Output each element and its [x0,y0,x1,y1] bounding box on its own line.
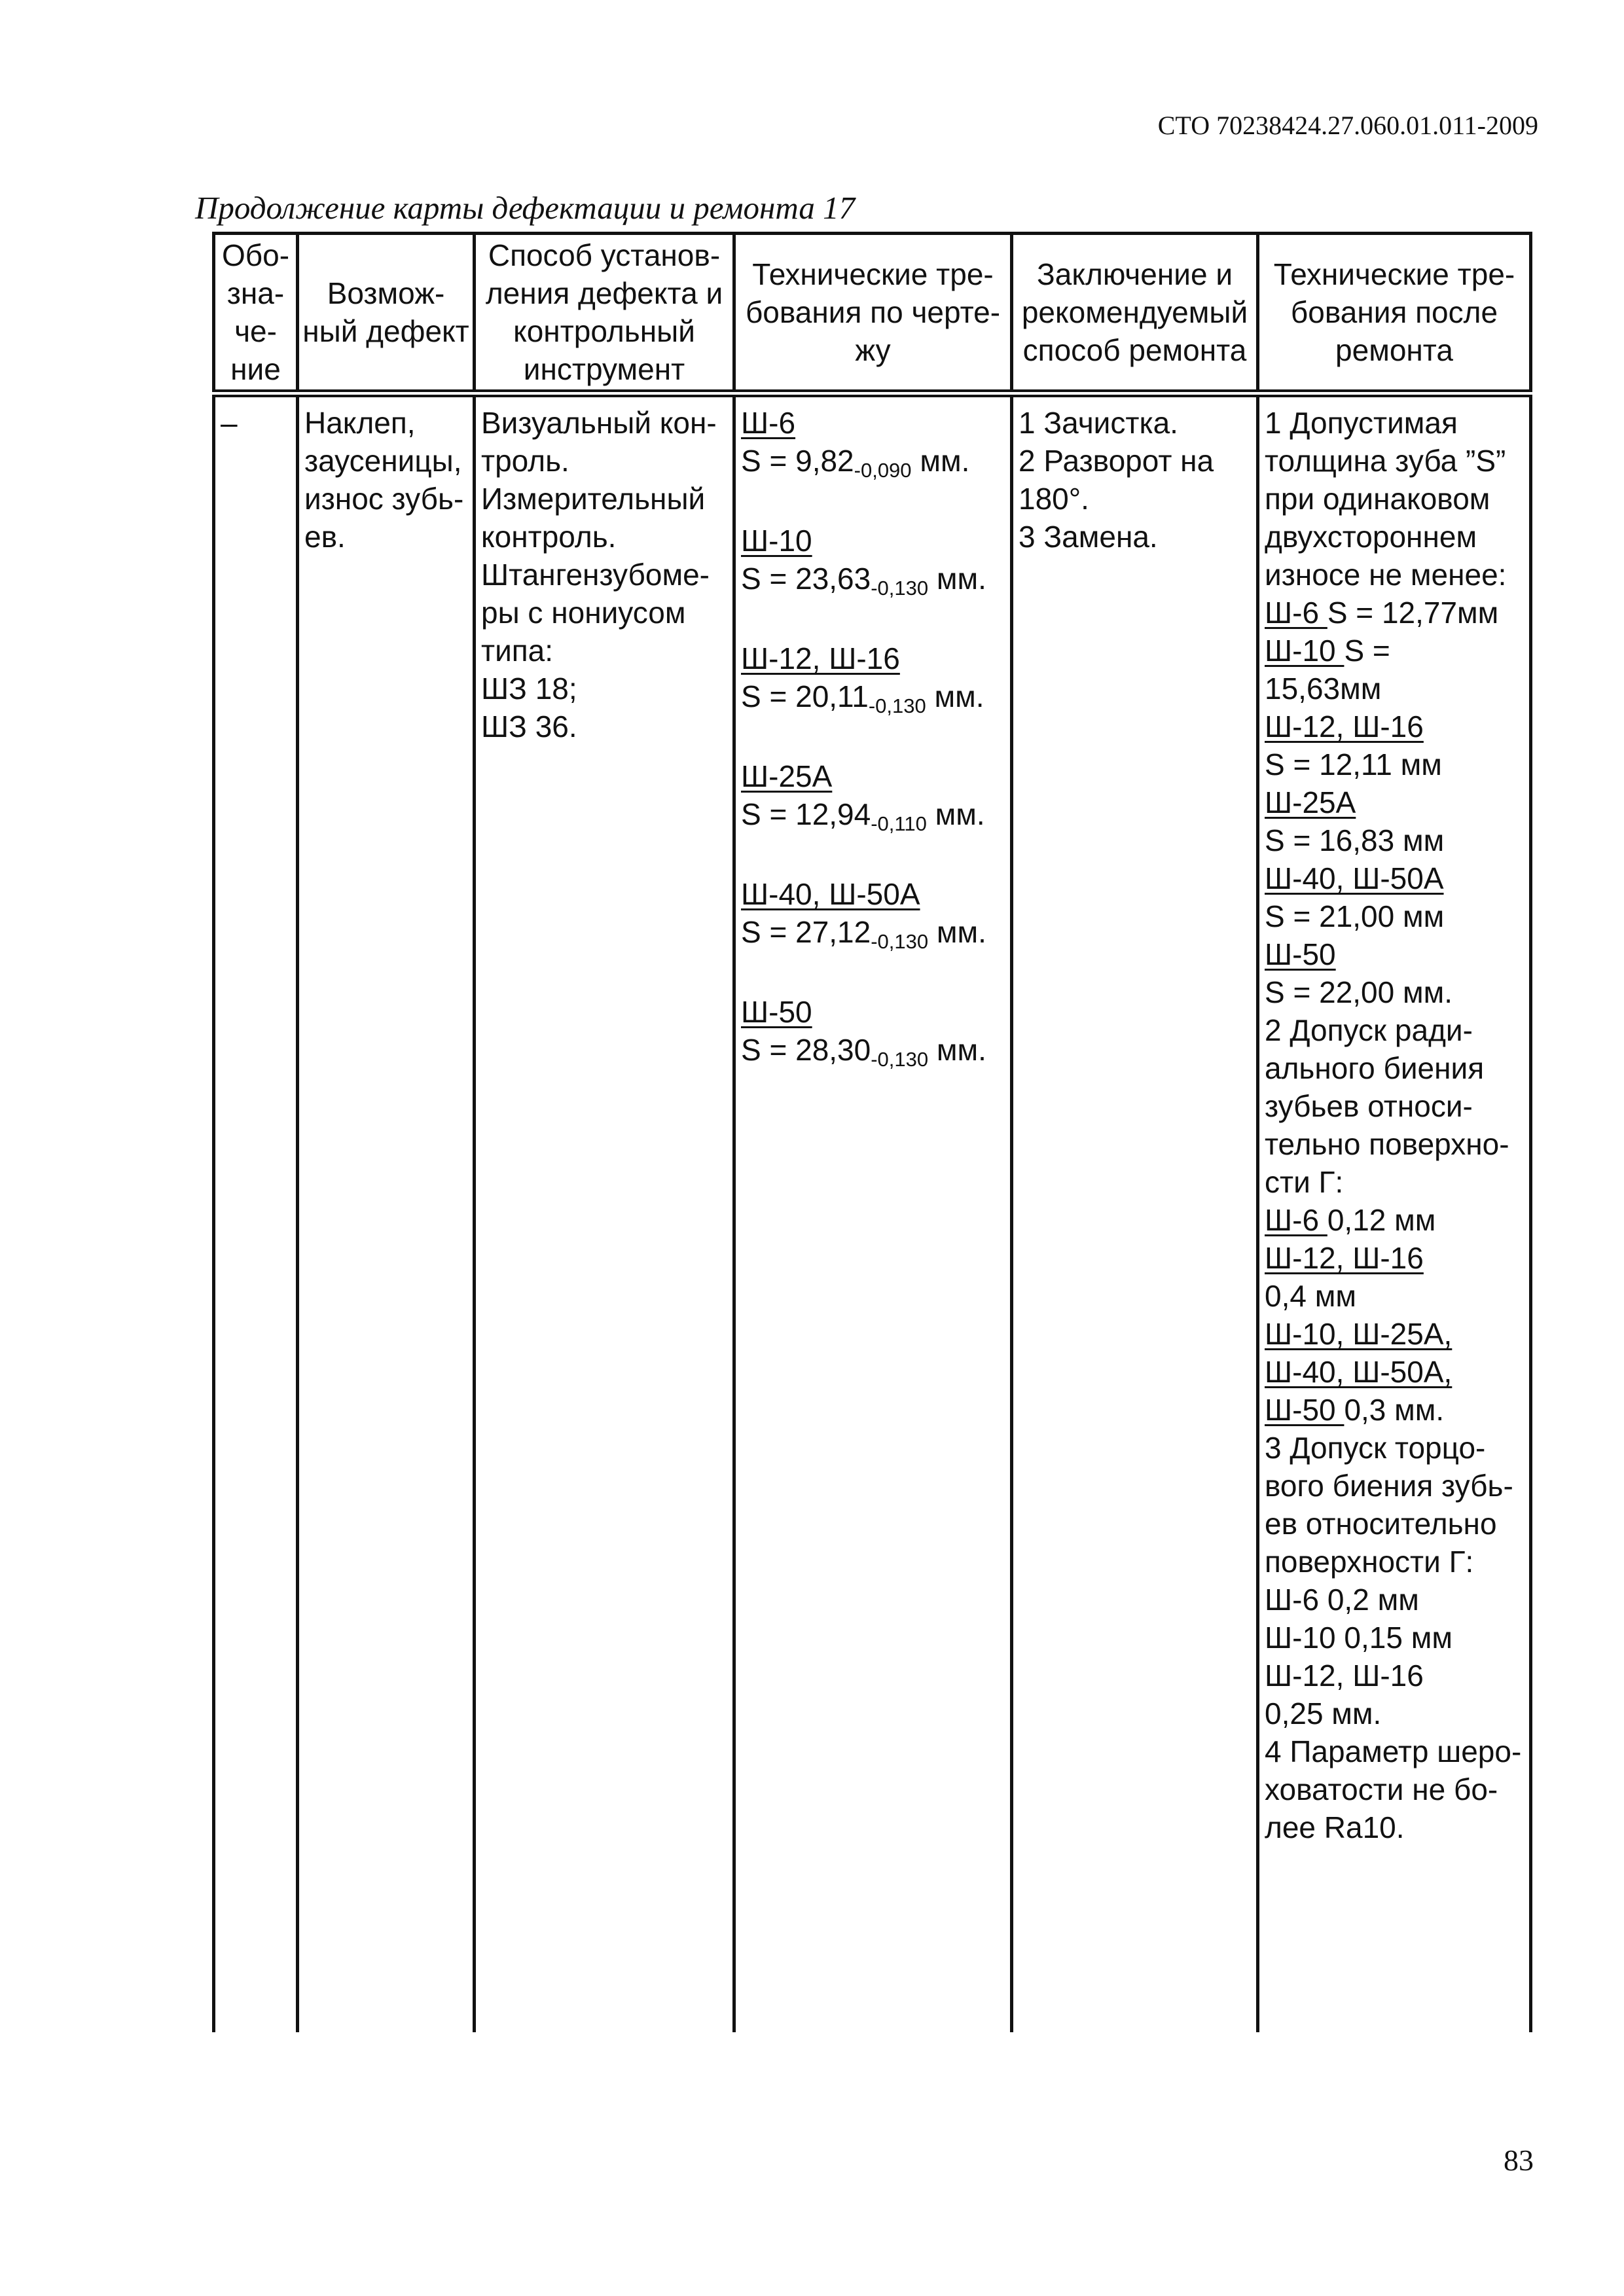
text-line: двухстороннем [1265,520,1477,554]
model-label: Ш-10 [1265,634,1344,668]
header-line: способ ремонта [1022,333,1247,367]
text-line [1265,1391,1524,1429]
header-line: че- [234,314,277,348]
cell-after-repair-requirements [1258,393,1531,2032]
tolerance-subscript: -0,090 [854,459,912,482]
text-line [1265,1353,1524,1391]
spacer [741,837,1005,875]
text-line: 2 Разворот на [1019,444,1214,478]
text-line: 2 Допуск ради- [1265,1013,1473,1047]
header-line: ние [230,352,281,386]
model-label: Ш-6 [1265,596,1327,630]
header-line: контрольный [513,314,695,348]
text-line: лее Ra10. [1265,1810,1405,1844]
text-line [1265,783,1524,821]
text-line: 15,63мм [1265,672,1382,706]
value-text: S = 12,77мм [1327,596,1499,630]
unit-text: мм. [928,562,986,596]
model-label: Ш-50 [1265,937,1336,971]
thickness-value [741,442,1005,484]
text-line: Визуальный кон- [481,406,717,440]
text-line: ев относительно [1265,1507,1497,1541]
model-label: Ш-25А [1265,785,1356,819]
header-line: зна- [226,276,285,310]
text-line: S = 22,00 мм. [1265,975,1453,1009]
model-label: Ш-50 [741,995,812,1029]
text-line [1265,1239,1524,1277]
document-code: СТО 70238424.27.060.01.011-2009 [1157,111,1538,140]
spacer [741,719,1005,757]
cell-possible-defect [298,393,475,2032]
text-line: 3 Замена. [1019,520,1158,554]
model-label: Ш-12, Ш-16 [741,641,900,675]
header-line: Возмож- [327,276,445,310]
text-line: поверхности Г: [1265,1545,1474,1579]
text-line: S = 16,83 мм [1265,823,1445,857]
model-label: Ш-40, Ш-50А [741,877,920,911]
text-line: 3 Допуск торцо- [1265,1431,1486,1465]
value-text: S = 27,12 [741,915,871,949]
thickness-value [741,560,1005,601]
text-line: вого биения зубь- [1265,1469,1513,1503]
model-label: Ш-12, Ш-16 [1265,1241,1424,1275]
text-line [1265,708,1524,745]
text-line: износе не менее: [1265,558,1507,592]
text-line: ев. [304,520,346,554]
text-line: троль. [481,444,569,478]
tolerance-subscript: -0,110 [871,812,927,835]
value-text: 0,3 мм. [1344,1393,1445,1427]
model-label: Ш-25А [741,759,833,793]
unit-text: мм. [926,679,984,713]
text-line: S = 12,11 мм [1265,747,1442,781]
spacer [741,955,1005,993]
text-line: 4 Параметр шеро- [1265,1734,1522,1768]
header-line: ремонта [1335,333,1453,367]
text-line [1265,1201,1524,1239]
cell-detection-method [475,393,734,2032]
unit-text: мм. [928,915,986,949]
thickness-value [741,913,1005,955]
header-drawing-requirements [734,234,1012,394]
value-text: S = [1344,634,1390,668]
header-designation [214,234,298,394]
table-caption: Продолжение карты дефектации и ремонта 17 [195,190,856,226]
header-possible-defect [298,234,475,394]
text-line: контроль. [481,520,617,554]
text-line: 0,25 мм. [1265,1696,1382,1731]
header-line: ления дефекта и [485,276,723,310]
text-line: износ зубь- [304,482,464,516]
value-text: 0,12 мм [1327,1203,1436,1237]
text-line: S = 21,00 мм [1265,899,1445,933]
thickness-value [741,677,1005,719]
header-line: Обо- [221,238,290,272]
tolerance-subscript: -0,130 [871,930,929,953]
text-line: сти Г: [1265,1165,1344,1199]
model-label: Ш-40, Ш-50А, [1265,1355,1453,1389]
table-row [214,393,1531,2032]
text-line: 180°. [1019,482,1089,516]
text-line: толщина зуба ”S” [1265,444,1506,478]
cell-repair-method [1012,393,1258,2032]
model-label: Ш-12, Ш-16 [1265,709,1424,744]
text-line [1265,859,1524,897]
header-line: бования по черте- [745,295,1001,329]
thickness-value [741,1031,1005,1073]
header-line: Технические тре- [752,257,994,291]
header-line: жу [855,333,891,367]
text-line: типа: [481,634,554,668]
text-line: ШЗ 36. [481,709,577,744]
text-line: 1 Допустимая [1265,406,1458,440]
cell-drawing-requirements [734,393,1012,2032]
text-line [1265,1315,1524,1353]
text-line: ального биения [1265,1051,1485,1085]
header-line: бования после [1290,295,1498,329]
text-line: Ш-12, Ш-16 [1265,1659,1424,1693]
value-text: S = 12,94 [741,797,871,831]
model-label: Ш-40, Ш-50А [1265,861,1444,895]
text-line: Штангензубоме- [481,558,710,592]
text-line: зубьев относи- [1265,1089,1473,1123]
model-label: Ш-6 [741,406,796,440]
value-text: S = 9,82 [741,444,854,478]
header-detection-method [475,234,734,394]
text-line: Ш-6 0,2 мм [1265,1583,1419,1617]
model-label: Ш-6 [1265,1203,1327,1237]
model-label: Ш-50 [1265,1393,1344,1427]
text-line: 1 Зачистка. [1019,406,1178,440]
text-line: заусеницы, [304,444,462,478]
tolerance-subscript: -0,130 [868,694,926,717]
text-line: при одинаковом [1265,482,1490,516]
page-number: 83 [1504,2144,1534,2177]
designation-value: – [221,406,238,440]
text-line [1265,632,1524,670]
header-line: Заключение и [1036,257,1233,291]
spacer [741,601,1005,639]
text-line: ры с нониусом [481,596,686,630]
header-line: рекомендуемый [1021,295,1248,329]
value-text: S = 28,30 [741,1033,871,1067]
text-line: ШЗ 18; [481,672,577,706]
text-line: тельно поверхно- [1265,1127,1509,1161]
defect-repair-table [212,232,1532,2032]
header-after-repair-requirements [1258,234,1531,394]
unit-text: мм. [926,797,985,831]
value-text: S = 23,63 [741,562,871,596]
text-line: Наклеп, [304,406,416,440]
header-line: Технические тре- [1273,257,1515,291]
header-line: инструмент [523,352,685,386]
header-line: ный дефект [302,314,469,348]
thickness-value [741,795,1005,837]
header-line: Способ установ- [488,238,721,272]
model-label: Ш-10, Ш-25А, [1265,1317,1453,1351]
header-repair-method [1012,234,1258,394]
tolerance-subscript: -0,130 [871,1048,929,1071]
text-line [1265,594,1524,632]
value-text: S = 20,11 [741,679,869,713]
unit-text: мм. [928,1033,986,1067]
table-header-row [214,234,1531,394]
text-line [1265,935,1524,973]
text-line: Ш-10 0,15 мм [1265,1621,1453,1655]
model-label: Ш-10 [741,524,812,558]
spacer [741,484,1005,522]
tolerance-subscript: -0,130 [871,577,929,600]
unit-text: мм. [911,444,970,478]
text-line: 0,4 мм [1265,1279,1356,1313]
text-line: ховатости не бо- [1265,1772,1498,1806]
cell-designation [214,393,298,2032]
text-line: Измерительный [481,482,706,516]
